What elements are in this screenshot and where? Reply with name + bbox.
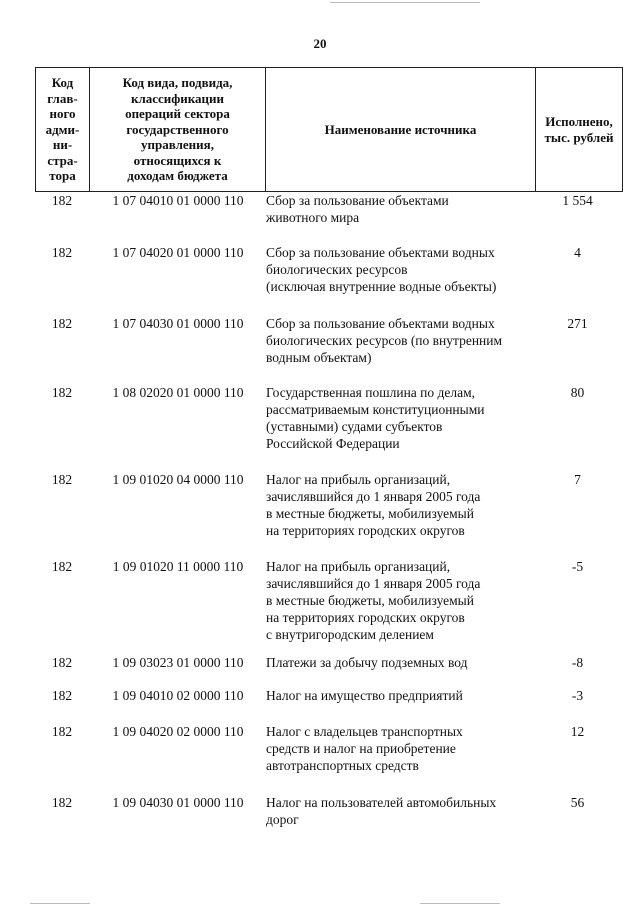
admin-code-cell: 182: [51, 559, 73, 574]
admin-code-cell: 182: [51, 724, 73, 739]
classification-code-cell: 1 07 04030 01 0000 110: [112, 316, 244, 331]
executed-value-cell: 56: [570, 795, 585, 810]
scan-artifact: [30, 903, 90, 904]
header-classification-code: Код вида, подвида, классификации операций сектора государственного управления, относящихся к доходам бюджета: [90, 68, 266, 192]
admin-code-cell: 182: [51, 795, 73, 810]
scan-artifact: [420, 903, 500, 904]
executed-value-cell: 4: [574, 245, 581, 260]
admin-code-cell: 182: [51, 655, 73, 670]
admin-code-cell: 182: [51, 245, 73, 260]
admin-code-cell: 182: [51, 688, 73, 703]
executed-value-cell: 7: [574, 472, 581, 487]
classification-code-cell: 1 09 04030 01 0000 110: [112, 795, 244, 810]
header-admin-code: Код глав- ного адми- ни- стра- тора: [36, 68, 90, 192]
classification-code-cell: 1 09 01020 04 0000 110: [112, 472, 244, 487]
classification-code-cell: 1 09 04010 02 0000 110: [112, 688, 244, 703]
admin-code-cell: 182: [51, 385, 73, 400]
source-name-cell: Налог с владельцев транспортных средств и налог на приобретение автотранспортных средств: [266, 724, 463, 773]
source-name-cell: Сбор за пользование объектами животного мира: [266, 193, 449, 225]
executed-value-cell: 1 554: [562, 193, 593, 208]
classification-code-cell: 1 07 04020 01 0000 110: [112, 245, 244, 260]
header-source-name: Наименование источника: [266, 68, 536, 192]
source-name-cell: Налог на пользователей автомобильных дорог: [266, 795, 497, 827]
executed-value-cell: -5: [571, 559, 584, 574]
executed-value-cell: 271: [567, 316, 588, 331]
classification-code-cell: 1 09 01020 11 0000 110: [112, 559, 244, 574]
classification-code-cell: 1 09 04020 02 0000 110: [112, 724, 244, 739]
classification-code-cell: 1 09 03023 01 0000 110: [112, 655, 244, 670]
admin-code-cell: 182: [51, 316, 73, 331]
source-name-cell: Налог на прибыль организаций, зачислявшийся до 1 января 2005 года в местные бюджеты, мобилизуемый на территориях городских округов с внутригородским делением: [266, 559, 481, 642]
header-executed: Исполнено, тыс. рублей: [536, 68, 623, 192]
source-name-cell: Сбор за пользование объектами водных биологических ресурсов (по внутренним водным объектам): [266, 316, 503, 365]
source-name-cell: Налог на имущество предприятий: [266, 688, 463, 703]
source-name-cell: Налог на прибыль организаций, зачислявшийся до 1 января 2005 года в местные бюджеты, мобилизуемый на территориях городских округов: [266, 472, 481, 538]
classification-code-cell: 1 08 02020 01 0000 110: [112, 385, 244, 400]
page-number: 20: [313, 36, 327, 51]
source-name-cell: Сбор за пользование объектами водных биологических ресурсов (исключая внутренние водные объекты): [266, 245, 497, 294]
source-name-cell: Платежи за добычу подземных вод: [266, 655, 468, 670]
table-header: [35, 67, 623, 192]
scan-artifact: [330, 2, 480, 3]
executed-value-cell: 12: [570, 724, 585, 739]
admin-code-cell: 182: [51, 193, 73, 208]
classification-code-cell: 1 07 04010 01 0000 110: [112, 193, 244, 208]
source-name-cell: Государственная пошлина по делам, рассматриваемым конституционными (уставными) судами субъектов Российской Федерации: [266, 385, 485, 451]
executed-value-cell: 80: [570, 385, 585, 400]
executed-value-cell: -8: [571, 655, 584, 670]
executed-value-cell: -3: [571, 688, 584, 703]
admin-code-cell: 182: [51, 472, 73, 487]
